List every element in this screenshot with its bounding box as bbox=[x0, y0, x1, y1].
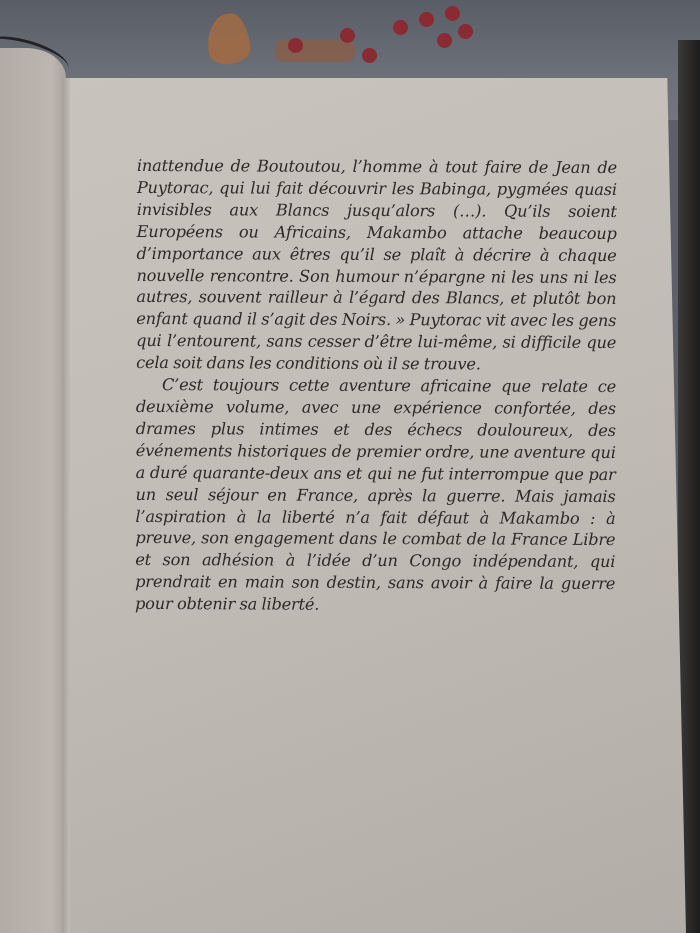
dried-leaf-decoration bbox=[204, 11, 253, 66]
berry-decoration bbox=[458, 24, 473, 39]
berry-decoration bbox=[437, 33, 452, 48]
paragraph-2: C’est toujours cette aventure africaine que relate ce deuxième volume, avec une expérience confortée, des drames plus intimes et des échecs douloureux, des événements historiques de premier ordre, une aventure qui a duré quarante-deux ans et qui ne fut interrompue que par un seul séjour en France, après la guerre. Mais jamais l’aspiration à la liberté n’a fait défaut à Makambo : à preuve, son engagement dans le combat de la France Libre et son adhésion à l’idée d’un Congo indépendant, qui prendrait en main son destin, sans avoir à faire la guerre pour obtenir sa liberté. bbox=[135, 375, 617, 614]
berry-decoration bbox=[445, 6, 460, 21]
berry-decoration bbox=[393, 20, 408, 35]
left-page bbox=[0, 48, 66, 933]
berry-decoration bbox=[419, 12, 434, 27]
berry-decoration bbox=[340, 28, 355, 43]
twig-decoration bbox=[275, 40, 355, 62]
paragraph-1: inattendue de Boutoutou, l’homme à tout faire de Jean de Puytorac, qui lui fait découvrir les Babinga, pygmées quasi invisibles aux Blancs jusqu’alors (…). Qu’ils soient Européens ou Africains, Makambo attache beaucoup d’importance aux êtres qu’il se plaît à décrire à chaque nouvelle rencontre. Son humour n’épargne ni les uns ni les autres, souvent railleur à l’égard des Blancs, et plutôt bon enfant quand il s’agit des Noirs. » Puytorac vit avec les gens qui l’entourent, sans cesser d’être lui-même, si difficile que cela soit dans les conditions où il se trouve. bbox=[136, 155, 617, 374]
page-text bbox=[135, 155, 617, 617]
berry-decoration bbox=[288, 38, 303, 53]
book-gutter bbox=[62, 78, 70, 933]
berry-decoration bbox=[362, 48, 377, 63]
